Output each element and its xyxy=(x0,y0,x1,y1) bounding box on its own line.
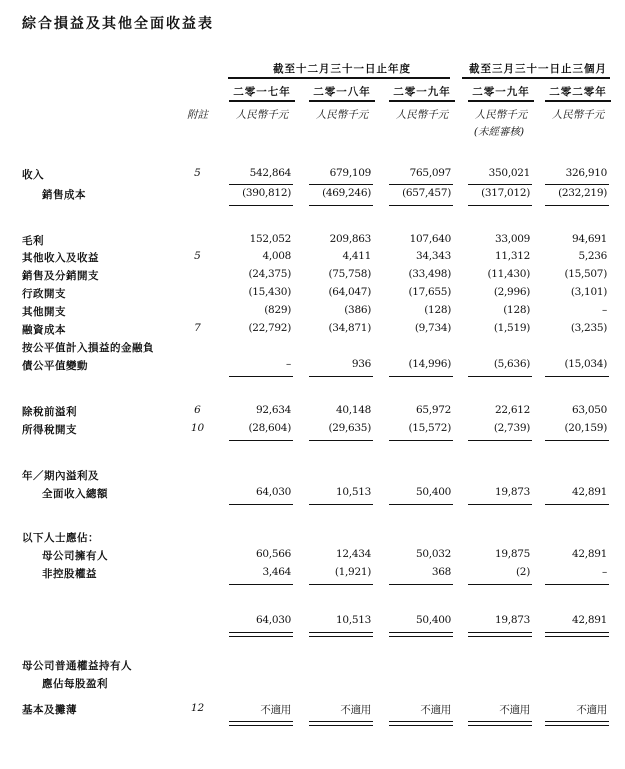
year-header: 二零一九年 xyxy=(472,86,530,98)
year-header: 二零一七年 xyxy=(233,86,291,98)
statement-row xyxy=(0,404,625,420)
year-header-underline xyxy=(309,100,375,102)
single-underline xyxy=(468,504,532,505)
page-title: 綜合損益及其他全面收益表 xyxy=(22,16,214,32)
value-cell: 22,612 xyxy=(495,404,530,416)
value-cell: (657,457) xyxy=(402,187,451,199)
value-cell: 42,891 xyxy=(572,486,607,498)
value-cell: 94,691 xyxy=(572,233,607,245)
statement-row xyxy=(0,614,625,630)
single-underline xyxy=(468,205,532,206)
value-cell: 152,052 xyxy=(249,233,291,245)
double-underline xyxy=(229,721,293,726)
single-underline xyxy=(468,584,532,585)
row-label: 以下人士應佔： xyxy=(22,532,99,544)
single-underline xyxy=(229,376,293,377)
value-cell: (390,812) xyxy=(242,187,291,199)
single-underline xyxy=(545,440,609,441)
statement-row xyxy=(0,250,625,266)
single-underline xyxy=(309,376,373,377)
statement-row xyxy=(0,566,625,582)
value-cell: 10,513 xyxy=(336,486,371,498)
single-underline xyxy=(309,184,373,185)
value-cell: 不適用 xyxy=(576,704,607,716)
row-label: 母公司擁有人 xyxy=(42,550,108,562)
group-header-quarter: 截至三月三十一日止三個月 xyxy=(469,63,607,75)
value-cell: (15,034) xyxy=(564,358,607,370)
value-cell: (1,921) xyxy=(334,566,371,578)
value-cell: 42,891 xyxy=(572,548,607,560)
value-cell: 107,640 xyxy=(409,233,451,245)
statement-row xyxy=(0,530,625,546)
value-cell: (28,604) xyxy=(248,422,291,434)
group-header-quarter-underline xyxy=(462,77,610,79)
value-cell: (2,739) xyxy=(493,422,530,434)
value-cell: (128) xyxy=(503,304,530,316)
unit-header: 人民幣千元 xyxy=(395,109,449,121)
value-cell: (3,235) xyxy=(570,322,607,334)
value-cell: (386) xyxy=(344,304,371,316)
statement-row xyxy=(0,322,625,338)
row-label: 行政開支 xyxy=(22,288,66,300)
value-cell: (33,498) xyxy=(408,268,451,280)
value-cell: 65,972 xyxy=(416,404,451,416)
value-cell: 不適用 xyxy=(420,704,451,716)
double-underline xyxy=(309,632,373,637)
statement-row xyxy=(0,486,625,502)
single-underline xyxy=(389,440,453,441)
value-cell: (232,219) xyxy=(558,187,607,199)
single-underline xyxy=(545,504,609,505)
single-underline xyxy=(545,376,609,377)
value-cell: (75,758) xyxy=(328,268,371,280)
row-label: 債公平值變動 xyxy=(22,360,88,372)
value-cell: (15,430) xyxy=(248,286,291,298)
value-cell: 50,400 xyxy=(416,486,451,498)
value-cell: (2,996) xyxy=(493,286,530,298)
statement-row xyxy=(0,268,625,284)
value-cell: (29,635) xyxy=(328,422,371,434)
value-cell: (20,159) xyxy=(564,422,607,434)
row-label: 母公司普通權益持有人 xyxy=(22,660,132,672)
value-cell: 209,863 xyxy=(329,233,371,245)
statement-row xyxy=(0,468,625,484)
value-cell: (1,519) xyxy=(493,322,530,334)
value-cell: 19,873 xyxy=(495,486,530,498)
statement-row xyxy=(0,187,625,203)
year-header-underline xyxy=(229,100,295,102)
value-cell: – xyxy=(602,304,607,316)
value-cell: 4,008 xyxy=(262,250,291,262)
value-cell: (11,430) xyxy=(487,268,530,280)
value-cell: 326,910 xyxy=(565,167,607,179)
single-underline xyxy=(229,440,293,441)
double-underline xyxy=(309,721,373,726)
year-header-underline xyxy=(389,100,455,102)
row-label: 其他開支 xyxy=(22,306,66,318)
group-header-year: 截至十二月三十一日止年度 xyxy=(273,63,411,75)
value-cell: (22,792) xyxy=(248,322,291,334)
row-label: 銷售成本 xyxy=(42,189,86,201)
value-cell: (5,636) xyxy=(493,358,530,370)
value-cell: 5,236 xyxy=(578,250,607,262)
single-underline xyxy=(545,184,609,185)
row-label: 毛利 xyxy=(22,235,44,247)
row-label: 應佔每股盈利 xyxy=(42,678,108,690)
row-label: 年／期內溢利及 xyxy=(22,470,99,482)
year-header-underline xyxy=(545,100,611,102)
value-cell: (128) xyxy=(424,304,451,316)
value-cell: 542,864 xyxy=(249,167,291,179)
value-cell: (469,246) xyxy=(322,187,371,199)
statement-row xyxy=(0,304,625,320)
row-label: 其他收入及收益 xyxy=(22,252,99,264)
value-cell: 19,875 xyxy=(495,548,530,560)
row-label: 除稅前溢利 xyxy=(22,406,77,418)
unaudited-label: (未經審核) xyxy=(473,126,525,138)
row-label: 按公平值計入損益的金融負 xyxy=(22,342,154,354)
single-underline xyxy=(468,376,532,377)
row-label: 收入 xyxy=(22,169,44,181)
value-cell: (9,734) xyxy=(414,322,451,334)
single-underline xyxy=(309,440,373,441)
statement-row xyxy=(0,658,625,674)
value-cell: – xyxy=(602,566,607,578)
value-cell: (3,101) xyxy=(570,286,607,298)
single-underline xyxy=(545,584,609,585)
statement-row xyxy=(0,167,625,183)
double-underline xyxy=(229,632,293,637)
row-label: 所得稅開支 xyxy=(22,424,77,436)
single-underline xyxy=(229,184,293,185)
row-note: 10 xyxy=(190,422,205,434)
value-cell: (34,871) xyxy=(328,322,371,334)
year-header: 二零一八年 xyxy=(313,86,371,98)
value-cell: 936 xyxy=(351,358,371,370)
statement-row xyxy=(0,358,625,374)
row-label: 融資成本 xyxy=(22,324,66,336)
value-cell: 350,021 xyxy=(488,167,530,179)
value-cell: 50,032 xyxy=(416,548,451,560)
single-underline xyxy=(309,584,373,585)
single-underline xyxy=(545,205,609,206)
value-cell: 不適用 xyxy=(260,704,291,716)
value-cell: (2) xyxy=(516,566,530,578)
single-underline xyxy=(309,205,373,206)
year-header: 二零一九年 xyxy=(393,86,451,98)
single-underline xyxy=(389,376,453,377)
row-note: 5 xyxy=(194,250,201,262)
single-underline xyxy=(229,584,293,585)
single-underline xyxy=(309,504,373,505)
value-cell: 679,109 xyxy=(329,167,371,179)
value-cell: (829) xyxy=(264,304,291,316)
value-cell: 64,030 xyxy=(256,614,291,626)
statement-row xyxy=(0,676,625,692)
value-cell: (15,572) xyxy=(408,422,451,434)
value-cell: 33,009 xyxy=(495,233,530,245)
single-underline xyxy=(468,184,532,185)
value-cell: 12,434 xyxy=(336,548,371,560)
double-underline xyxy=(468,721,532,726)
value-cell: – xyxy=(286,358,291,370)
statement-row xyxy=(0,422,625,438)
unit-header: 人民幣千元 xyxy=(551,109,605,121)
double-underline xyxy=(468,632,532,637)
value-cell: 不適用 xyxy=(499,704,530,716)
value-cell: 368 xyxy=(431,566,451,578)
single-underline xyxy=(389,184,453,185)
value-cell: 不適用 xyxy=(340,704,371,716)
year-header-underline xyxy=(468,100,534,102)
single-underline xyxy=(389,504,453,505)
row-note: 5 xyxy=(194,167,201,179)
value-cell: 3,464 xyxy=(262,566,291,578)
value-cell: (15,507) xyxy=(564,268,607,280)
value-cell: 92,634 xyxy=(256,404,291,416)
value-cell: 64,030 xyxy=(256,486,291,498)
row-label: 基本及攤薄 xyxy=(22,704,77,716)
single-underline xyxy=(389,584,453,585)
statement-row xyxy=(0,702,625,718)
value-cell: 60,566 xyxy=(256,548,291,560)
single-underline xyxy=(468,440,532,441)
value-cell: 765,097 xyxy=(409,167,451,179)
single-underline xyxy=(229,504,293,505)
value-cell: 10,513 xyxy=(336,614,371,626)
value-cell: (64,047) xyxy=(328,286,371,298)
value-cell: 4,411 xyxy=(342,250,371,262)
statement-row xyxy=(0,286,625,302)
value-cell: 42,891 xyxy=(572,614,607,626)
row-note: 7 xyxy=(194,322,201,334)
value-cell: (317,012) xyxy=(481,187,530,199)
note-column-header: 附註 xyxy=(187,109,208,121)
single-underline xyxy=(229,205,293,206)
value-cell: 63,050 xyxy=(572,404,607,416)
unit-header: 人民幣千元 xyxy=(235,109,289,121)
value-cell: (14,996) xyxy=(408,358,451,370)
year-header: 二零二零年 xyxy=(549,86,607,98)
value-cell: (24,375) xyxy=(248,268,291,280)
value-cell: 50,400 xyxy=(416,614,451,626)
unit-header: 人民幣千元 xyxy=(474,109,528,121)
row-label: 非控股權益 xyxy=(42,568,97,580)
row-label: 全面收入總額 xyxy=(42,488,108,500)
statement-row xyxy=(0,233,625,249)
unit-header: 人民幣千元 xyxy=(315,109,369,121)
statement-row xyxy=(0,340,625,356)
value-cell: 11,312 xyxy=(495,250,530,262)
row-note: 12 xyxy=(190,702,205,714)
double-underline xyxy=(389,721,453,726)
single-underline xyxy=(389,205,453,206)
row-label: 銷售及分銷開支 xyxy=(22,270,99,282)
group-header-year-underline xyxy=(228,77,450,79)
statement-row xyxy=(0,548,625,564)
double-underline xyxy=(389,632,453,637)
double-underline xyxy=(545,632,609,637)
double-underline xyxy=(545,721,609,726)
value-cell: 40,148 xyxy=(336,404,371,416)
value-cell: 19,873 xyxy=(495,614,530,626)
value-cell: 34,343 xyxy=(416,250,451,262)
row-note: 6 xyxy=(194,404,201,416)
value-cell: (17,655) xyxy=(408,286,451,298)
